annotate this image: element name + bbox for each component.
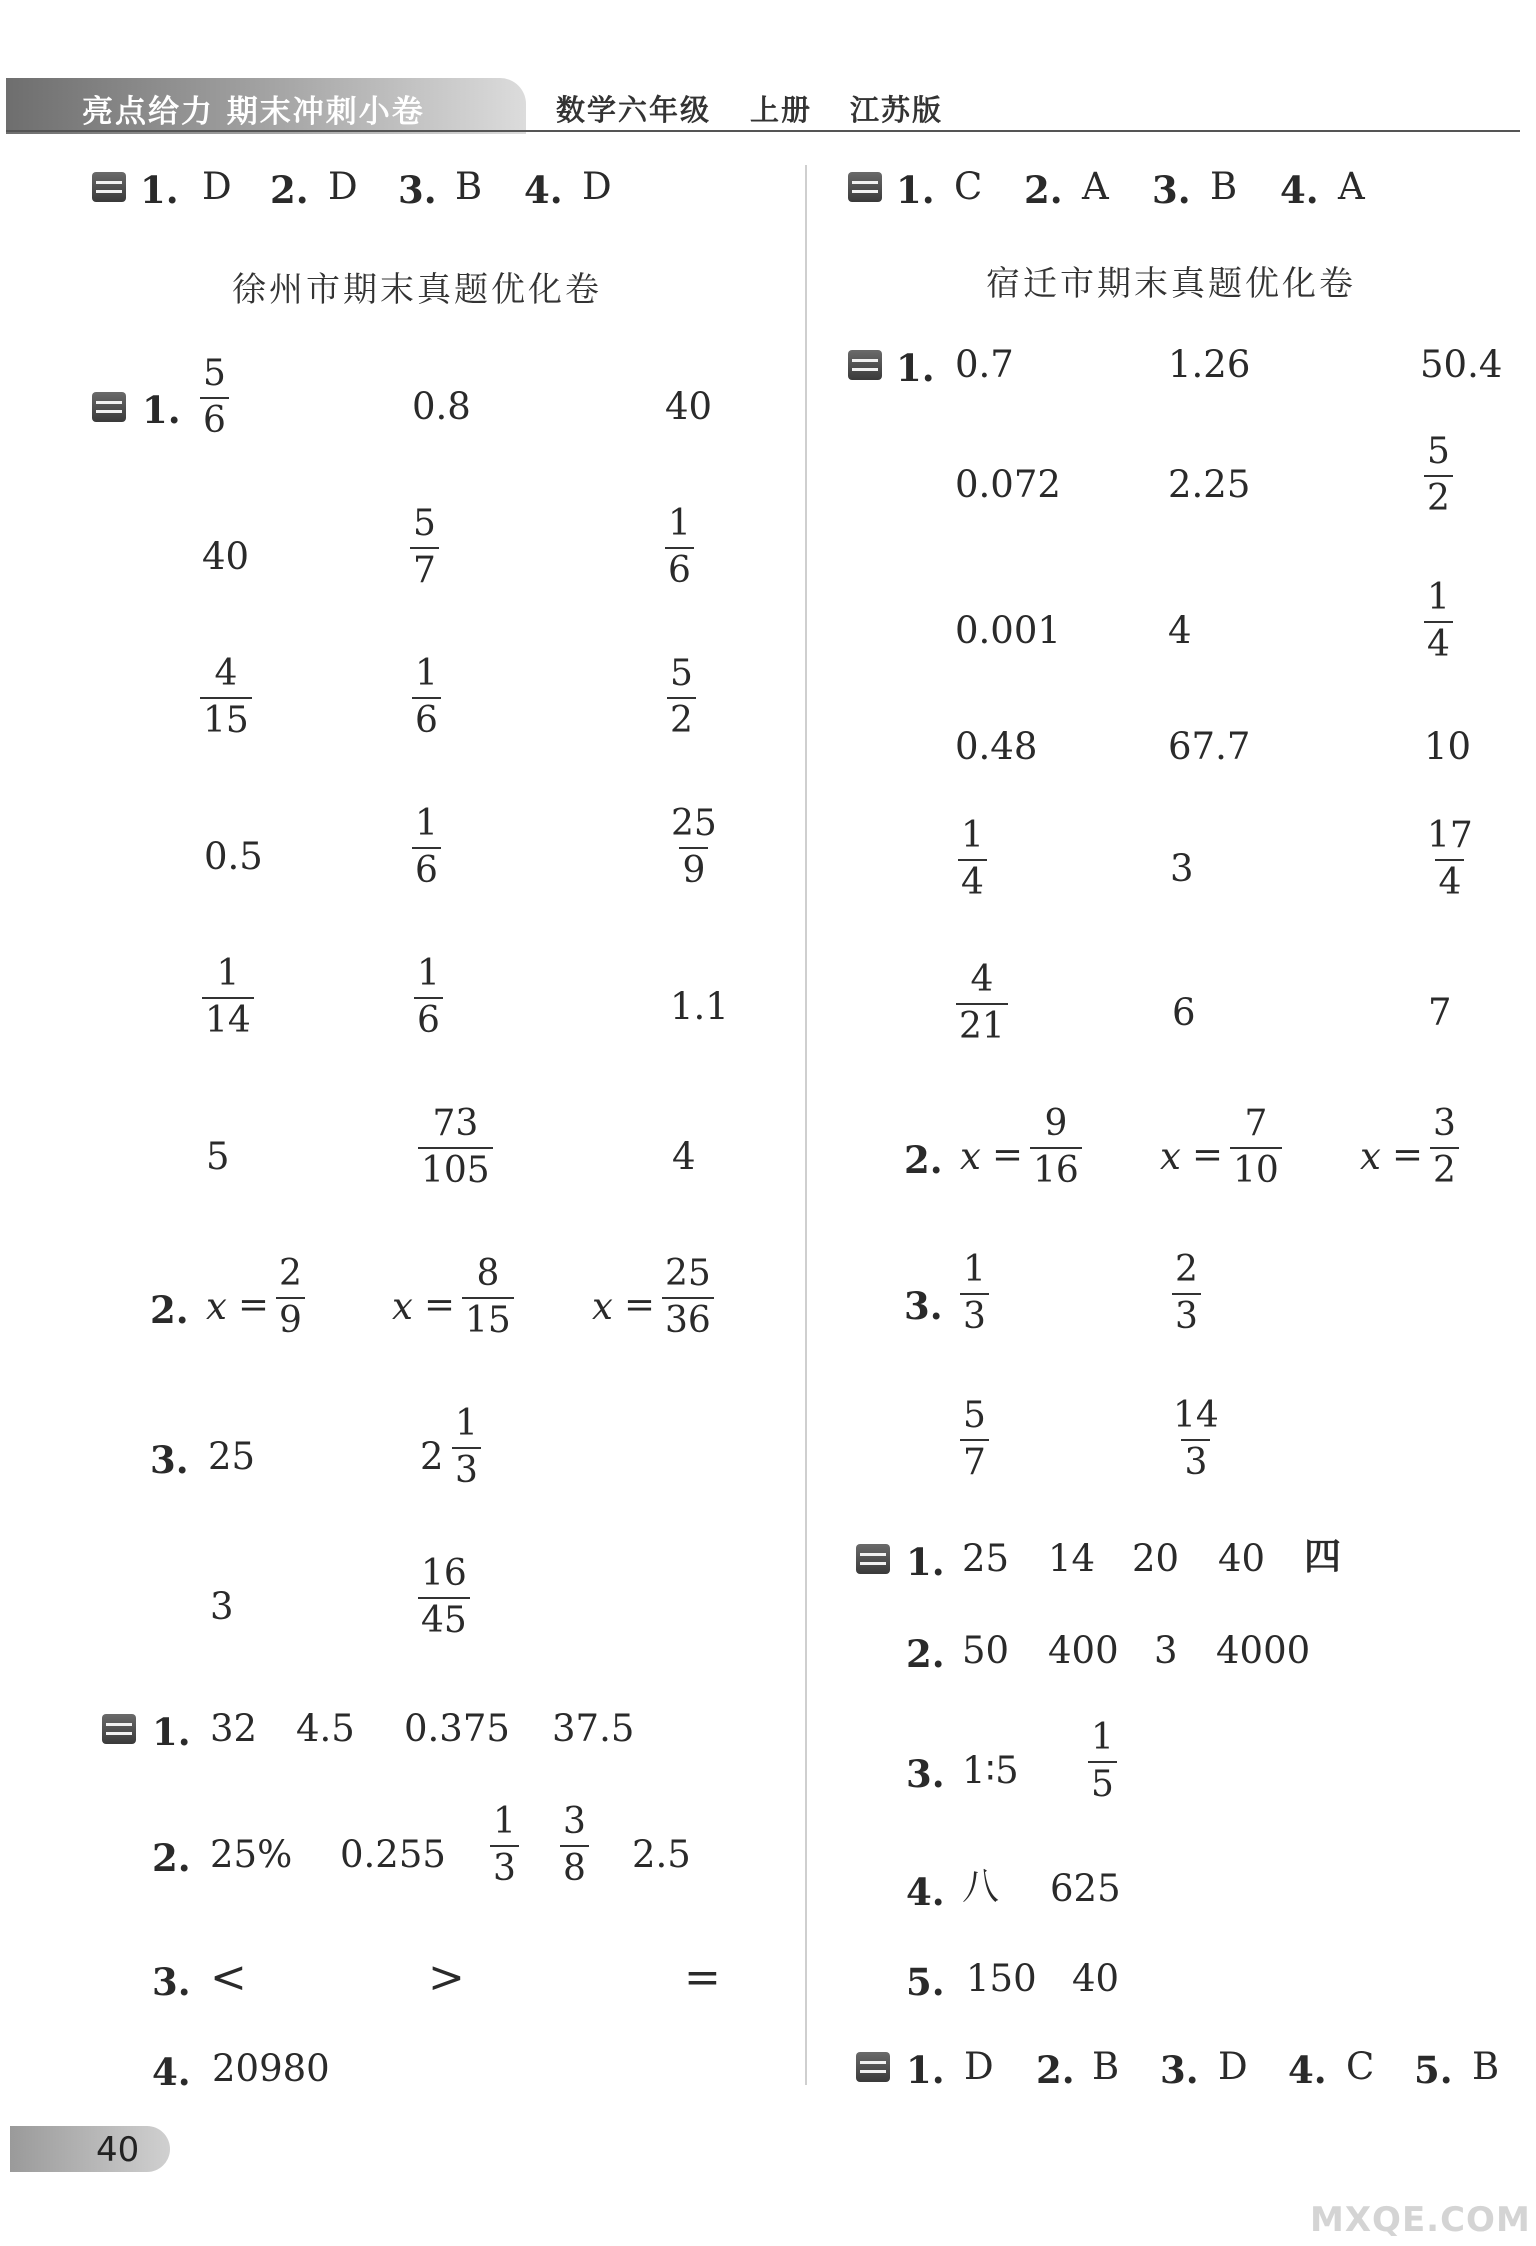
right-s2-q4-label: 4.: [906, 1870, 945, 1914]
section-icon: [856, 1544, 890, 1574]
fraction: $\frac{17}{4}$: [1427, 815, 1473, 903]
value: 0.072: [955, 463, 1061, 506]
value: 0.8: [412, 385, 471, 428]
fraction: $\frac{2}{9}$: [276, 1256, 305, 1339]
value: 10: [1424, 725, 1472, 768]
left-top-q2-ans: D: [328, 165, 358, 208]
compare-symbol: =: [684, 1952, 721, 2003]
fraction: $\frac{1}{6}$: [412, 806, 441, 889]
fraction: $\frac{16}{45}$: [418, 1556, 470, 1639]
equals: =: [1192, 1133, 1224, 1176]
section-icon: [848, 172, 882, 202]
header-rule: [6, 130, 1520, 132]
fraction: $\frac{1}{3}$: [452, 1406, 481, 1489]
value: 7: [1428, 991, 1452, 1034]
left-s1-q2-label: 2.: [150, 1288, 189, 1332]
left-top-q4-ans: D: [582, 165, 612, 208]
right-s3-q2-num: 2.: [1036, 2048, 1075, 2092]
value: 0.001: [955, 609, 1061, 652]
fraction: $\frac{1}{6}$: [665, 506, 694, 589]
section-icon: [856, 2052, 890, 2082]
right-s3-q1-num: 1.: [906, 2048, 945, 2092]
var-x: x: [392, 1285, 413, 1328]
page-number: 40: [96, 2130, 140, 2170]
left-top-q4-num: 4.: [524, 168, 563, 212]
right-top-q4-ans: A: [1338, 165, 1365, 208]
fraction: $\frac{1}{3}$: [490, 1804, 519, 1887]
fraction: $\frac{2}{3}$: [1172, 1252, 1201, 1335]
fraction: $\frac{25}{36}$: [662, 1256, 714, 1339]
right-s3-q1-ans: D: [964, 2045, 994, 2088]
equals: =: [624, 1283, 656, 1326]
left-s2-q4-label: 4.: [152, 2050, 191, 2094]
value: 150: [966, 1957, 1037, 2000]
equals: =: [238, 1283, 270, 1326]
section-icon: [92, 392, 126, 422]
var-x: x: [960, 1135, 981, 1178]
right-top-q2-ans: A: [1082, 165, 1109, 208]
value: 3: [210, 1585, 234, 1628]
value: 14: [1048, 1537, 1096, 1580]
value: 0.255: [340, 1833, 446, 1876]
right-s3-q5-num: 5.: [1414, 2048, 1453, 2092]
fraction: $\frac{8}{15}$: [462, 1256, 514, 1339]
right-s3-q4-ans: C: [1346, 2045, 1375, 2088]
fraction: $\frac{3}{8}$: [560, 1804, 589, 1887]
fraction: $\frac{1}{6}$: [412, 656, 441, 739]
right-s3-q3-num: 3.: [1160, 2048, 1199, 2092]
value: 2.5: [632, 1833, 691, 1876]
section-icon: [92, 172, 126, 202]
fraction: $\frac{5}{6}$: [200, 356, 229, 439]
right-top-q3-ans: B: [1210, 165, 1238, 208]
value: 4: [672, 1135, 696, 1178]
value: 25%: [210, 1833, 293, 1876]
fraction: $\frac{7}{10}$: [1230, 1106, 1282, 1189]
right-top-q2-num: 2.: [1024, 168, 1063, 212]
ratio: 1∶5: [962, 1749, 1019, 1792]
right-exam-title: 宿迁市期末真题优化卷: [986, 264, 1356, 304]
value: 40: [1072, 1957, 1120, 2000]
right-s1-label: 1.: [896, 346, 935, 390]
left-top-q1-ans: D: [202, 165, 232, 208]
fraction: $\frac{4}{15}$: [200, 656, 252, 739]
equals: =: [992, 1133, 1024, 1176]
value: 25: [208, 1435, 256, 1478]
header-edition: 江苏版: [850, 93, 944, 127]
section-icon: [848, 350, 882, 380]
var-x: x: [592, 1285, 613, 1328]
value: 四: [1304, 1535, 1341, 1578]
fraction: $\frac{5}{7}$: [960, 1398, 989, 1481]
page-number-tab: [10, 2126, 170, 2172]
header-series: 亮点给力 期末冲刺小卷: [82, 94, 425, 130]
left-s1-label: 1.: [142, 388, 181, 432]
value: 3: [1154, 1629, 1178, 1672]
header-volume: 上册: [750, 93, 813, 127]
left-s2-q2-label: 2.: [152, 1836, 191, 1880]
value: 625: [1050, 1867, 1121, 1910]
equals: =: [424, 1283, 456, 1326]
value: 400: [1048, 1629, 1119, 1672]
right-s3-q4-num: 4.: [1288, 2048, 1327, 2092]
value: 25: [962, 1537, 1010, 1580]
fraction: $\frac{73}{105}$: [418, 1106, 493, 1189]
fraction: $\frac{1}{5}$: [1088, 1720, 1117, 1803]
value: 0.5: [204, 835, 263, 878]
value: 67.7: [1168, 725, 1251, 768]
watermark: MXQE.COM: [1310, 2200, 1531, 2240]
right-s2-q1-label: 1.: [906, 1540, 945, 1584]
compare-symbol: <: [210, 1952, 247, 2003]
left-top-q3-num: 3.: [398, 168, 437, 212]
value: 50: [962, 1629, 1010, 1672]
fraction: $\frac{5}{7}$: [410, 506, 439, 589]
left-top-q1-num: 1.: [140, 168, 179, 212]
value: 0.7: [955, 343, 1014, 386]
value: 0.48: [955, 725, 1038, 768]
value: 50.4: [1420, 343, 1503, 386]
left-s2-q1-label: 1.: [152, 1710, 191, 1754]
compare-symbol: >: [428, 1952, 465, 2003]
value: 40: [665, 385, 713, 428]
value: 0.375: [404, 1707, 510, 1750]
value: 1.1: [670, 985, 729, 1028]
value: 1.26: [1168, 343, 1251, 386]
fraction: $\frac{1}{6}$: [414, 956, 443, 1039]
value: 4000: [1216, 1629, 1311, 1672]
right-top-q3-num: 3.: [1152, 168, 1191, 212]
right-s3-q3-ans: D: [1218, 2045, 1248, 2088]
value: 4.5: [296, 1707, 355, 1750]
right-top-q1-ans: C: [954, 165, 983, 208]
value: 5: [206, 1135, 230, 1178]
fraction: $\frac{4}{21}$: [956, 962, 1008, 1045]
value: 6: [1172, 991, 1196, 1034]
right-s3-q2-ans: B: [1092, 2045, 1120, 2088]
right-top-q1-num: 1.: [896, 168, 935, 212]
left-s2-q3-label: 3.: [152, 1960, 191, 2004]
right-s1-q3-label: 3.: [904, 1284, 943, 1328]
value: 40: [1218, 1537, 1266, 1580]
var-x: x: [1160, 1135, 1181, 1178]
right-s2-q5-label: 5.: [906, 1960, 945, 2004]
header-subject: 数学六年级: [556, 93, 712, 127]
fraction: $\frac{1}{4}$: [1424, 580, 1453, 663]
value: 20980: [212, 2047, 330, 2090]
left-top-q3-ans: B: [455, 165, 483, 208]
right-s3-q5-ans: B: [1472, 2045, 1500, 2088]
fraction: $\frac{1}{4}$: [958, 818, 987, 901]
right-s2-q3-label: 3.: [906, 1752, 945, 1796]
value: 32: [210, 1707, 258, 1750]
mixed-whole: 2: [420, 1435, 444, 1478]
value: 20: [1132, 1537, 1180, 1580]
right-s1-q2-label: 2.: [904, 1138, 943, 1182]
column-divider: [805, 165, 807, 2085]
left-top-q2-num: 2.: [270, 168, 309, 212]
value: 40: [202, 535, 250, 578]
var-x: x: [206, 1285, 227, 1328]
left-s1-q3-label: 3.: [150, 1438, 189, 1482]
value: 3: [1170, 847, 1194, 890]
fraction: $\frac{9}{16}$: [1030, 1106, 1082, 1189]
fraction: $\frac{1}{3}$: [960, 1252, 989, 1335]
value: 37.5: [552, 1707, 635, 1750]
value: 2.25: [1168, 463, 1251, 506]
fraction: $\frac{25}{9}$: [671, 803, 717, 891]
right-s2-q2-label: 2.: [906, 1632, 945, 1676]
equals: =: [1392, 1133, 1424, 1176]
fraction: $\frac{3}{2}$: [1430, 1106, 1459, 1189]
fraction: $\frac{5}{2}$: [667, 656, 696, 739]
fraction: $\frac{14}{3}$: [1173, 1395, 1219, 1483]
value: 八: [962, 1865, 999, 1908]
fraction: $\frac{5}{2}$: [1424, 434, 1453, 517]
right-top-q4-num: 4.: [1280, 168, 1319, 212]
fraction: $\frac{1}{14}$: [202, 956, 254, 1039]
value: 4: [1168, 609, 1192, 652]
var-x: x: [1360, 1135, 1381, 1178]
left-exam-title: 徐州市期末真题优化卷: [232, 270, 602, 310]
section-icon: [102, 1714, 136, 1744]
